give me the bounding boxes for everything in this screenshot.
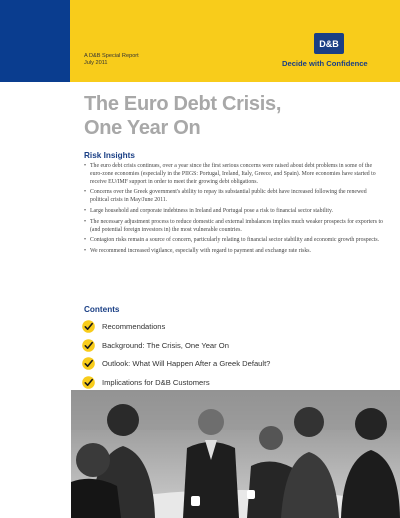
report-label	[84, 53, 139, 67]
title-line-2: One Year On	[84, 117, 201, 139]
checkmark-icon	[82, 376, 95, 389]
risk-bullet: • The euro debt crisis continues, over a year since the first serious concerns were raised about debt problems in some of the euro-zone economies (especially in the PIIGS: Portugal, Ireland, Italy, Greece, and Spain). More economies have started to receive EU/IMF support in order to meet their growing debt obligations.	[84, 163, 384, 186]
contents-item[interactable]	[82, 318, 270, 335]
contents-item[interactable]	[82, 355, 270, 372]
risk-bullet: • Contagion risks remain a source of concern, particularly relating to financial sector stability and economic growth prospects.	[84, 237, 384, 245]
contents-item[interactable]	[82, 374, 270, 391]
contents-item[interactable]	[82, 337, 270, 354]
contents-list	[82, 318, 270, 392]
checkmark-icon	[82, 339, 95, 352]
contents-item-label: Outlook: What Will Happen After a Greek Default?	[102, 359, 271, 368]
report-date: July 2011	[84, 60, 108, 66]
report-type: A D&B Special Report	[84, 53, 139, 59]
report-header	[0, 0, 400, 82]
risk-bullet: • Concerns over the Greek government's ability to repay its substantial public debt have increased following the renewed political crisis in May/June 2011.	[84, 189, 384, 205]
risk-insights-heading: Risk Insights	[84, 151, 135, 160]
contents-item-label: Recommendations	[102, 322, 166, 331]
risk-bullet: • Large household and corporate indebtness in Ireland and Portugal pose a risk to financial sector stability.	[84, 208, 384, 216]
logo-text: D&B	[319, 39, 339, 49]
header-yellow-band	[70, 0, 400, 82]
header-blue-block	[0, 0, 70, 82]
risk-insights-list	[84, 163, 384, 259]
tagline: Decide with Confidence	[282, 59, 368, 68]
contents-item-label: Implications for D&B Customers	[102, 377, 210, 387]
risk-bullet: • We recommend increased vigilance, especially with regard to payment and exchange rate risks.	[84, 248, 384, 256]
business-meeting-photo	[71, 390, 400, 518]
risk-bullet: • The necessary adjustment process to reduce domestic and external imbalances implies much weaker prospects for exporters to (and potential foreign investors in) the most vulnerable countries.	[84, 219, 384, 235]
contents-heading: Contents	[84, 305, 120, 314]
checkmark-icon	[82, 320, 95, 333]
title-line-1: The Euro Debt Crisis,	[84, 93, 282, 115]
document-title	[84, 92, 281, 140]
dnb-logo	[314, 33, 344, 54]
checkmark-icon	[82, 357, 95, 370]
contents-item-label: Background: The Crisis, One Year On	[102, 340, 229, 350]
